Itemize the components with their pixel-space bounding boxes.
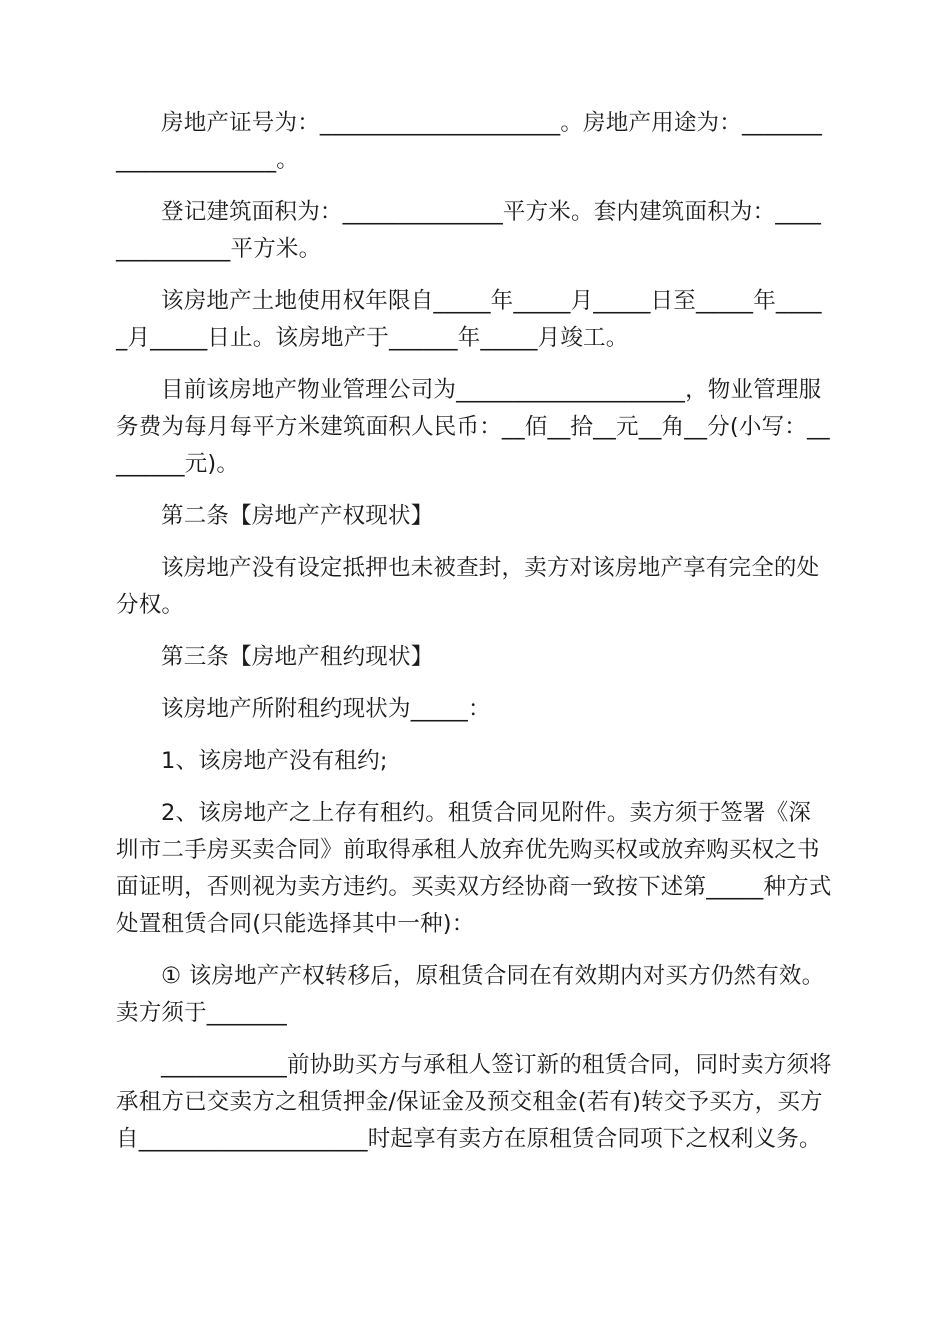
property-cert-paragraph: 房地产证号为：_____________________。房地产用途为：_____________________。 <box>116 110 823 173</box>
lease-transfer-paragraph: ___________前协助买方与承租人签订新的租赁合同，同时卖方须将承租方已交卖方之租赁押金/保证金及预交租金(若有)转交予买方，买方自____________________时起享有卖方在原租赁合同项下之权利义务。 <box>116 1052 832 1152</box>
building-area-paragraph: 登记建筑面积为：______________平方米。套内建筑面积为：______________平方米。 <box>116 199 822 262</box>
article-three-heading: 第三条【房地产租约现状】 <box>161 644 434 670</box>
property-management-paragraph: 目前该房地产物业管理公司为____________________，物业管理服务费为每月每平方米建筑面积人民币：__佰__拾__元__角__分(小写：________元)。 <box>116 377 830 477</box>
no-lease-item: 1、该房地产没有租约; <box>161 748 388 774</box>
document-body <box>116 105 832 1158</box>
existing-lease-item: 2、该房地产之上存有租约。租赁合同见附件。卖方须于签署《深圳市二手房买卖合同》前取得承租人放弃优先购买权或放弃购买权之书面证明，否则视为卖方违约。买卖双方经协商一致按下述第_____种方式处置租赁合同(只能选择其中一种)： <box>116 800 832 937</box>
lease-status-paragraph: 该房地产所附租约现状为_____： <box>161 696 491 722</box>
land-use-term-paragraph: 该房地产土地使用权年限自_____年_____月_____日至_____年_____月_____日止。该房地产于______年_____月竣工。 <box>116 288 822 351</box>
article-two-heading: 第二条【房地产产权现状】 <box>161 503 434 529</box>
lease-option-one-paragraph: ① 该房地产产权转移后，原租赁合同在有效期内对买方仍然有效。卖方须于_______ <box>116 963 825 1026</box>
ownership-status-paragraph: 该房地产没有设定抵押也未被查封，卖方对该房地产享有完全的处分权。 <box>116 555 820 618</box>
